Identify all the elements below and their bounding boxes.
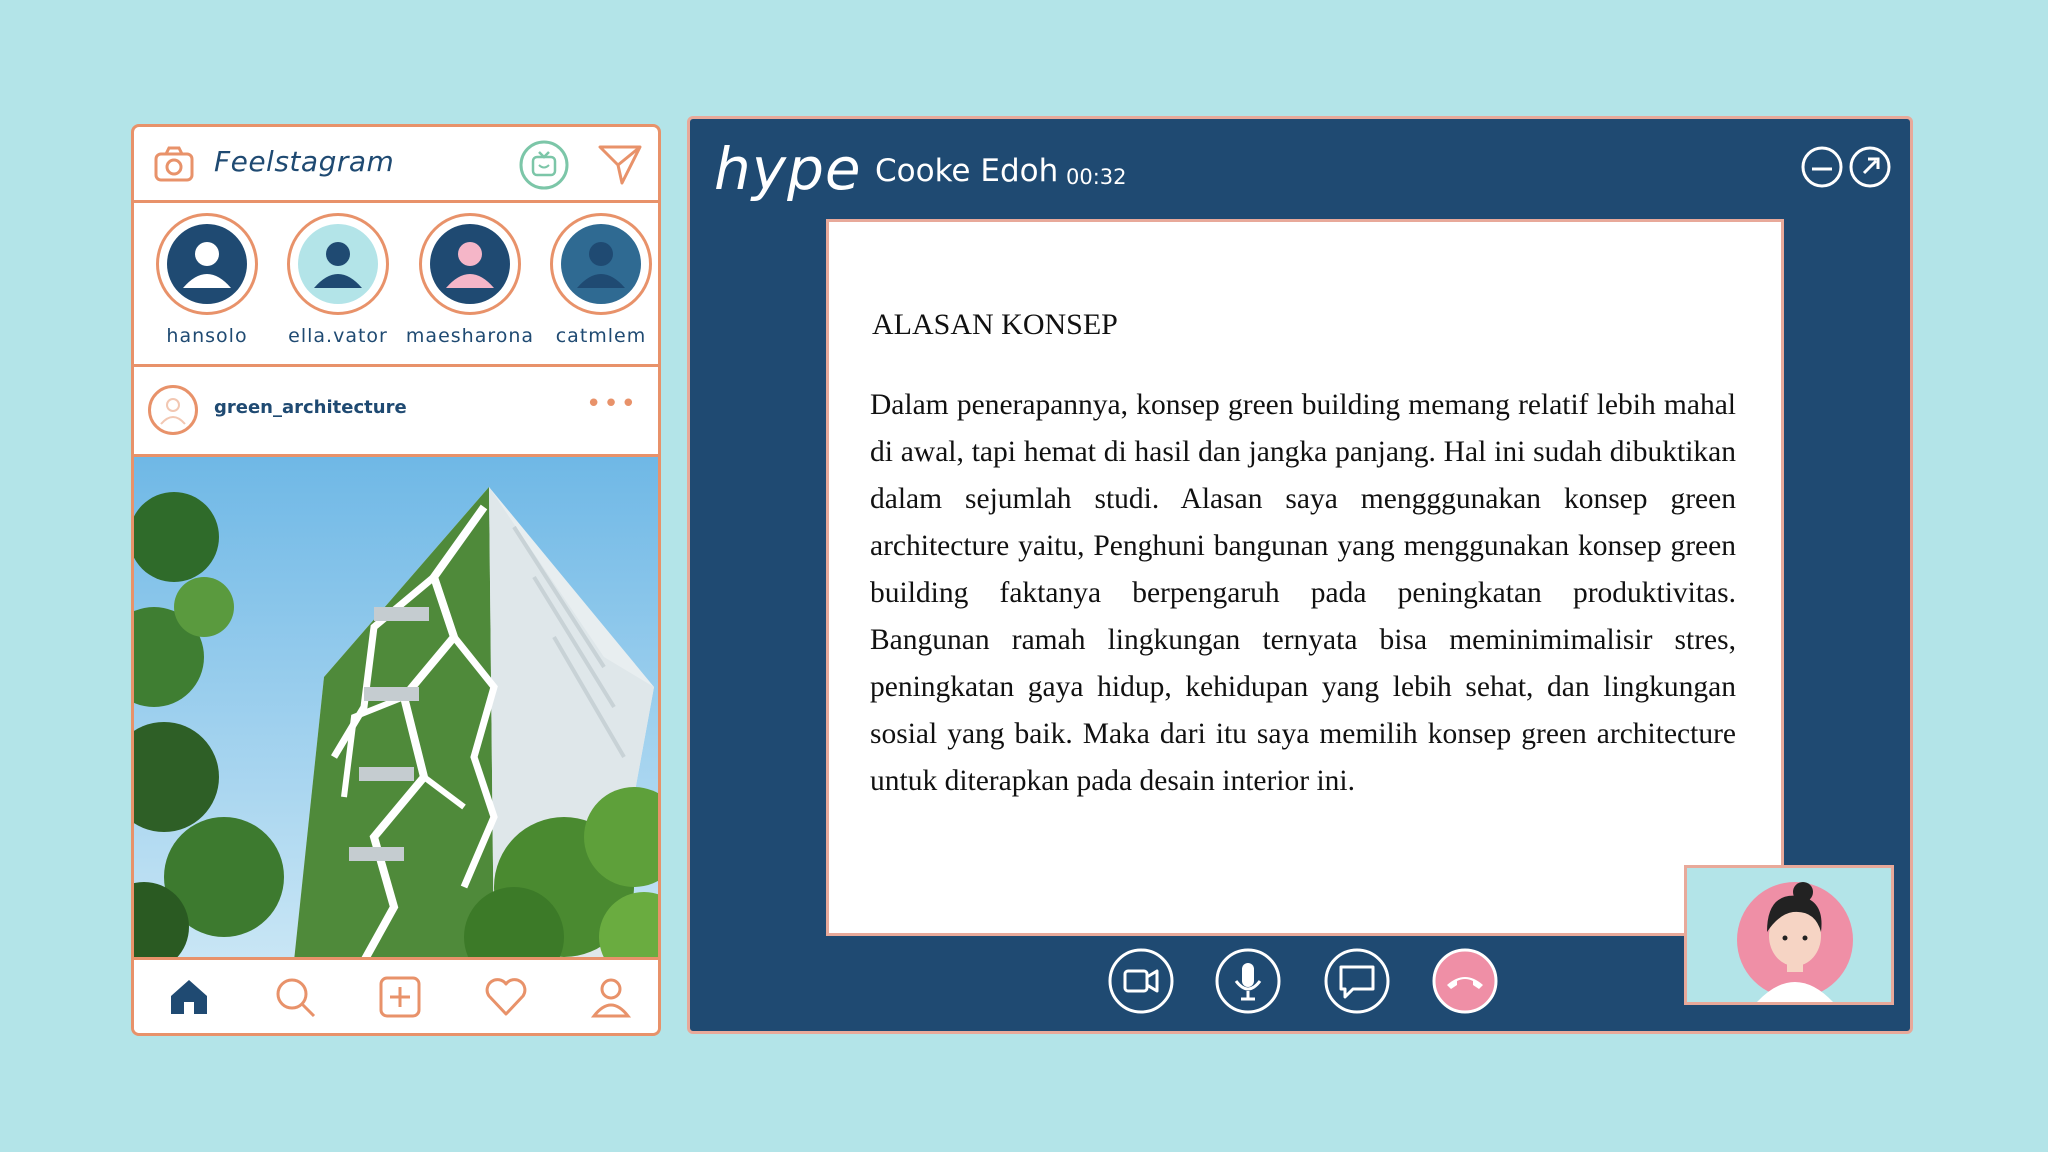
story-ring (287, 213, 389, 315)
shared-document (826, 219, 1784, 936)
avatar (561, 224, 641, 304)
stories-bar (134, 203, 658, 367)
end-call-icon[interactable] (1431, 947, 1499, 1015)
hype-call-window (687, 116, 1913, 1034)
add-post-icon[interactable] (377, 974, 423, 1020)
app-title: Feelstagram (214, 145, 395, 178)
send-icon[interactable] (596, 141, 644, 189)
self-view[interactable] (1684, 865, 1894, 1005)
profile-icon[interactable] (588, 974, 634, 1020)
avatar (167, 224, 247, 304)
post-avatar[interactable] (148, 385, 198, 435)
minimize-icon[interactable] (1800, 145, 1844, 189)
story-hansolo[interactable] (146, 213, 266, 363)
post-username[interactable]: green_architecture (214, 397, 407, 418)
story-maesharona[interactable] (405, 213, 535, 363)
restore-icon[interactable] (1848, 145, 1892, 189)
document-title: ALASAN KONSEP (872, 308, 1118, 341)
story-name: hansolo (166, 325, 248, 347)
bottom-nav (134, 957, 658, 1033)
igtv-icon[interactable] (518, 139, 570, 191)
search-icon[interactable] (272, 974, 318, 1020)
caller-name: Cooke Edoh (875, 153, 1059, 189)
story-catmlem[interactable] (540, 213, 660, 363)
microphone-icon[interactable] (1214, 947, 1282, 1015)
home-icon[interactable] (166, 974, 212, 1020)
user-avatar (1687, 868, 1891, 1002)
camera-toggle-icon[interactable] (1107, 947, 1175, 1015)
more-options-icon[interactable]: ••• (585, 389, 638, 419)
avatar (298, 224, 378, 304)
heart-icon[interactable] (483, 974, 529, 1020)
avatar (430, 224, 510, 304)
story-ella-vator[interactable] (277, 213, 397, 363)
document-body: Dalam penerapannya, konsep green building memang relatif lebih mahal di awal, tapi hemat di hasil dan jangka panjang. Hal ini sudah dibuktikan dalam sejumlah studi. Alasan saya mengggunakan konsep green architecture yaitu, Penghuni bangunan yang menggunakan konsep green building faktanya berpengaruh pada peningkatan produktivitas. Bangunan ramah lingkungan ternyata bisa meminimimalisir stres, peningkatan gaya hidup, kehidupan yang lebih sehat, dan lingkungan sosial yang baik. Maka dari itu saya memilih konsep green architecture untuk diterapkan pada desain interior ini. (870, 389, 1736, 797)
camera-icon[interactable] (152, 143, 196, 187)
call-timer: 00:32 (1066, 165, 1127, 189)
story-name: catmlem (555, 325, 647, 347)
story-name: ella.vator (288, 325, 388, 347)
green-building-photo (134, 457, 658, 961)
post-header (134, 367, 658, 457)
hype-logo: hype (714, 135, 862, 203)
post-image (134, 457, 658, 961)
feelstagram-header (134, 127, 658, 203)
chat-icon[interactable] (1323, 947, 1391, 1015)
story-ring (550, 213, 652, 315)
story-name: maesharona (405, 325, 535, 347)
story-ring (156, 213, 258, 315)
story-ring (419, 213, 521, 315)
user-icon (151, 388, 195, 432)
feelstagram-window (131, 124, 661, 1036)
